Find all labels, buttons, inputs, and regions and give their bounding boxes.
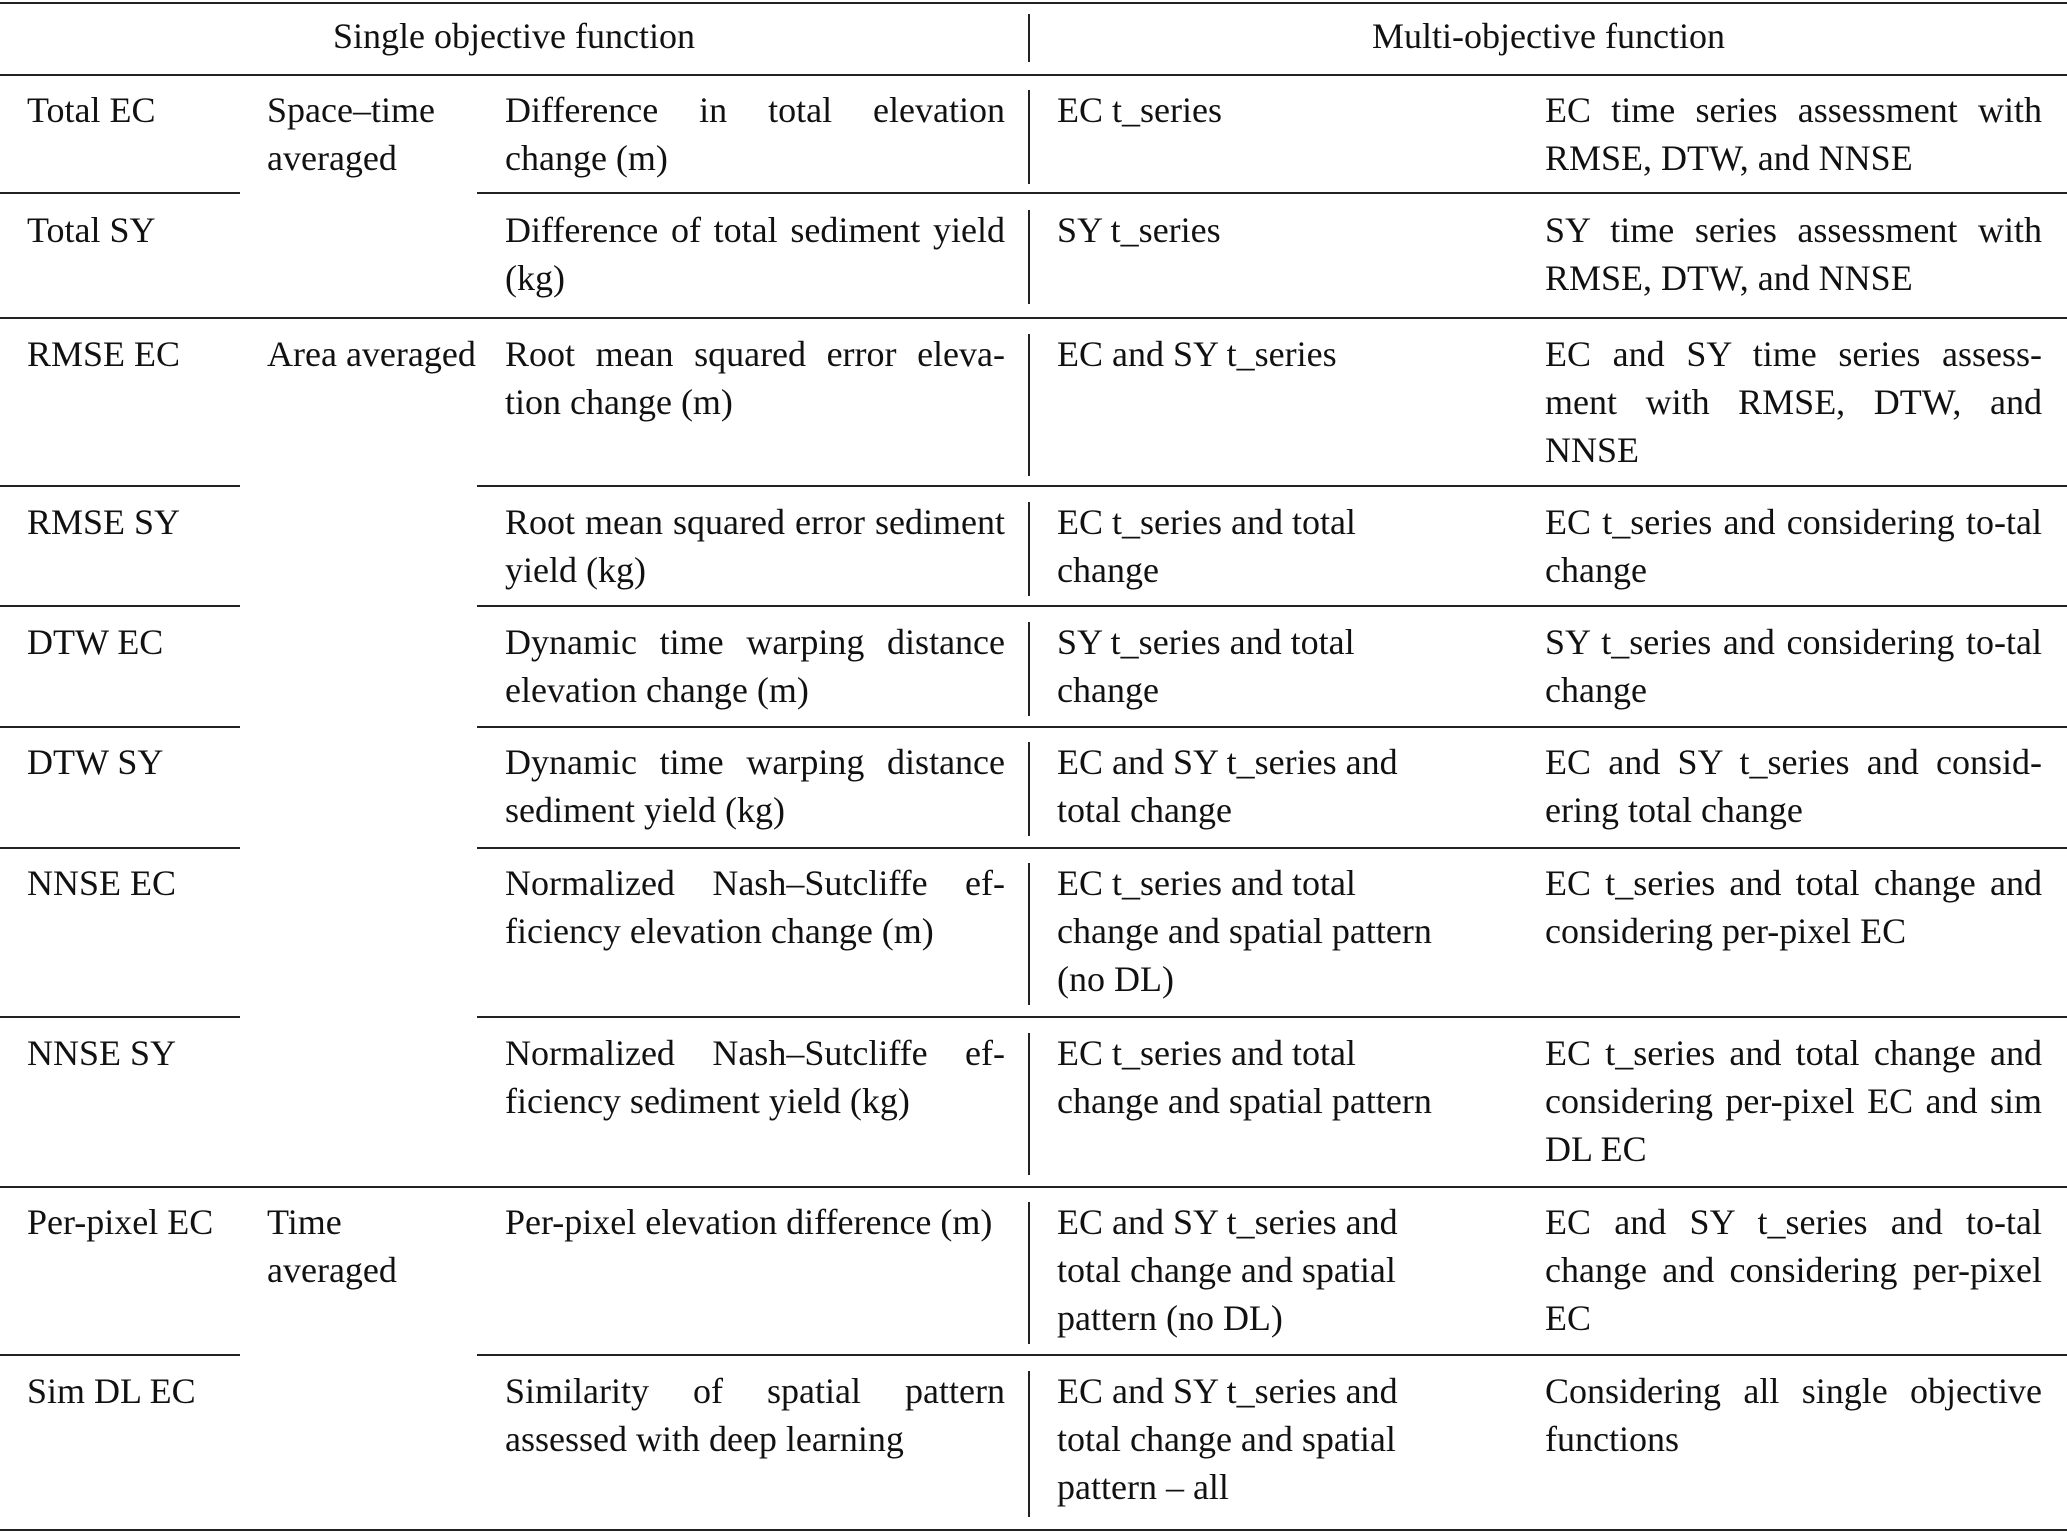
objective-description: Difference in total elevation change (m) <box>505 90 1005 178</box>
multi-objective-name: EC t_series and total change and spatial pattern (no DL) <box>1057 863 1432 999</box>
multi-objective-description: EC and SY time series assess-ment with RMSE, DTW, and NNSE <box>1545 334 2042 470</box>
top-rule <box>0 2 2067 4</box>
objective-name: Per-pixel EC <box>27 1202 214 1242</box>
multi-objective-description: EC time series assessment with RMSE, DTW, and NNSE <box>1545 90 2042 178</box>
objective-name: RMSE EC <box>27 334 181 374</box>
header-multi-objective: Multi-objective function <box>1372 16 1725 56</box>
row-rule <box>477 605 2067 607</box>
column-divider <box>1028 1371 1030 1517</box>
row-rule <box>477 726 2067 728</box>
row-rule <box>0 1186 2067 1188</box>
multi-objective-name: EC t_series and total change and spatial pattern <box>1057 1033 1432 1121</box>
row-rule <box>0 192 240 194</box>
objective-name: Total SY <box>27 210 156 250</box>
bottom-rule <box>0 1529 2067 1531</box>
multi-objective-description: EC t_series and considering to-tal change <box>1545 502 2042 590</box>
objective-description: Per-pixel elevation difference (m) <box>505 1202 993 1242</box>
multi-objective-name: EC t_series <box>1057 90 1222 130</box>
row-rule <box>0 605 240 607</box>
objective-description: Similarity of spatial pattern assessed with deep learning <box>505 1371 1005 1459</box>
objective-description: Dynamic time warping distance elevation change (m) <box>505 622 1005 710</box>
objective-name: Sim DL EC <box>27 1371 196 1411</box>
column-divider <box>1028 502 1030 596</box>
multi-objective-description: SY t_series and considering to-tal change <box>1545 622 2042 710</box>
row-rule <box>477 485 2067 487</box>
row-rule <box>477 1016 2067 1018</box>
row-rule <box>0 847 240 849</box>
row-rule <box>477 192 2067 194</box>
multi-objective-name: SY t_series <box>1057 210 1221 250</box>
objective-name: DTW SY <box>27 742 164 782</box>
multi-objective-name: EC and SY t_series and total change and spatial pattern – all <box>1057 1371 1398 1507</box>
row-rule <box>0 485 240 487</box>
multi-objective-name: EC and SY t_series and total change <box>1057 742 1398 830</box>
multi-objective-description: Considering all single objective functions <box>1545 1371 2042 1459</box>
objective-description: Normalized Nash–Sutcliffe ef-ficiency sediment yield (kg) <box>505 1033 1005 1121</box>
multi-objective-description: EC and SY t_series and consid-ering total change <box>1545 742 2042 830</box>
header-single-objective: Single objective function <box>333 16 695 56</box>
objective-name: Total EC <box>27 90 156 130</box>
objective-description: Root mean squared error eleva-tion change (m) <box>505 334 1005 422</box>
column-divider <box>1028 210 1030 304</box>
row-rule <box>0 1016 240 1018</box>
row-rule <box>0 726 240 728</box>
row-rule <box>0 1354 240 1356</box>
row-rule <box>477 847 2067 849</box>
objective-name: DTW EC <box>27 622 164 662</box>
averaging-type: Area averaged <box>267 334 476 374</box>
objective-description: Normalized Nash–Sutcliffe ef-ficiency elevation change (m) <box>505 863 1005 951</box>
objective-name: NNSE SY <box>27 1033 177 1073</box>
averaging-type: Time averaged <box>267 1202 397 1290</box>
multi-objective-name: EC t_series and total change <box>1057 502 1356 590</box>
column-divider <box>1028 863 1030 1005</box>
objective-description: Root mean squared error sediment yield (kg) <box>505 502 1005 590</box>
header-rule <box>0 74 2067 76</box>
column-divider <box>1028 622 1030 716</box>
column-divider <box>1028 334 1030 476</box>
multi-objective-name: EC and SY t_series and total change and spatial pattern (no DL) <box>1057 1202 1398 1338</box>
column-divider <box>1028 1202 1030 1344</box>
multi-objective-name: EC and SY t_series <box>1057 334 1337 374</box>
column-divider <box>1028 90 1030 184</box>
multi-objective-description: EC t_series and total change and considering per-pixel EC <box>1545 863 2042 951</box>
multi-objective-name: SY t_series and total change <box>1057 622 1355 710</box>
multi-objective-description: EC and SY t_series and to-tal change and considering per-pixel EC <box>1545 1202 2042 1338</box>
multi-objective-description: SY time series assessment with RMSE, DTW, and NNSE <box>1545 210 2042 298</box>
multi-objective-description: EC t_series and total change and considering per-pixel EC and sim DL EC <box>1545 1033 2042 1169</box>
column-divider <box>1028 742 1030 836</box>
objective-name: RMSE SY <box>27 502 181 542</box>
objective-name: NNSE EC <box>27 863 177 903</box>
objective-description: Difference of total sediment yield (kg) <box>505 210 1005 298</box>
objective-description: Dynamic time warping distance sediment yield (kg) <box>505 742 1005 830</box>
row-rule <box>0 317 2067 319</box>
averaging-type: Space–time averaged <box>267 90 435 178</box>
column-divider <box>1028 1033 1030 1175</box>
row-rule <box>477 1354 2067 1356</box>
